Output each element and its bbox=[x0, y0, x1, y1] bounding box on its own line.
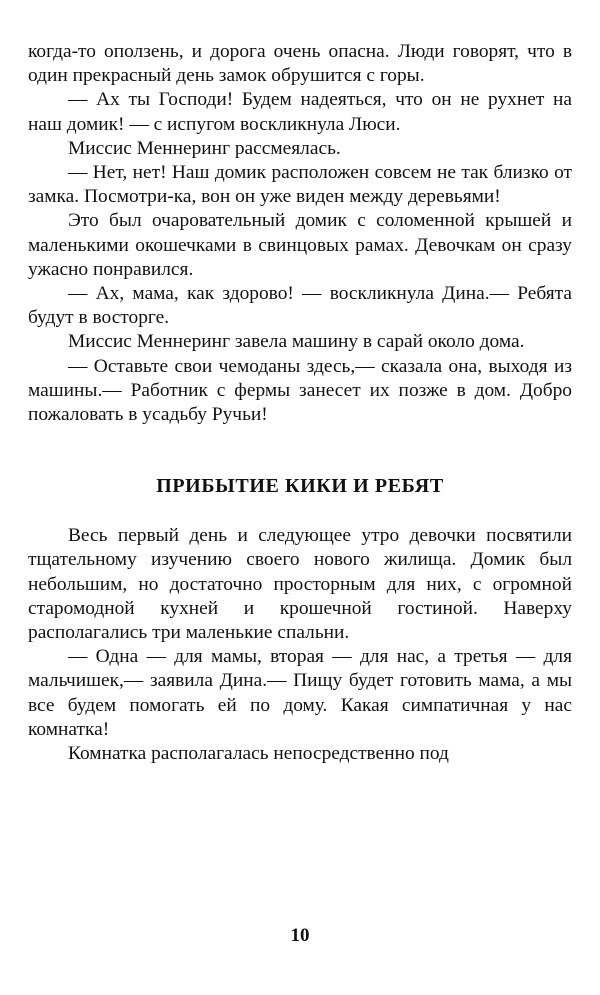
paragraph-10: — Одна — для мамы, вторая — для нас, а третья — для мальчишек,— заявила Дина.— Пищу будет готовить мама, а мы все будем помогать ей по дому. Какая симпатичная у нас комнатка! bbox=[28, 646, 572, 740]
paragraph-11: Комнатка располагалась непосредственно под bbox=[68, 743, 449, 765]
paragraph-3: Миссис Меннеринг рассмеялась. bbox=[68, 137, 341, 159]
paragraph-2: — Ах ты Господи! Будем надеяться, что он не рухнет на наш домик! — с испугом воскликнула Люси. bbox=[28, 89, 572, 135]
paragraph-4: — Нет, нет! Наш домик расположен совсем не так близко от замка. Посмотри-ка, вон он уже виден между деревьями! bbox=[28, 162, 572, 208]
paragraph-1: когда-то оползень, и дорога очень опасна. Люди говорят, что в один прекрасный день замок обрушится с горы. bbox=[28, 41, 572, 87]
paragraph-7: Миссис Меннеринг завела машину в сарай около дома. bbox=[68, 331, 525, 353]
paragraph-9: Весь первый день и следующее утро девочки посвятили тщательному изучению своего нового жилища. Домик был небольшим, но достаточно просторным для них, с огромной старомодной кухней и крошечной гостиной. Наверху располагались три маленькие спальни. bbox=[28, 525, 572, 644]
page-body bbox=[28, 40, 572, 766]
page-number: 10 bbox=[290, 925, 310, 946]
paragraph-8: — Оставьте свои чемоданы здесь,— сказала она, выходя из машины.— Работник с фермы занесет их позже в дом. Добро пожаловать в усадьбу Ручьи! bbox=[28, 355, 572, 426]
paragraph-5: Это был очаровательный домик с соломенной крышей и маленькими окошечками в свинцовых рамах. Девочкам он сразу ужасно понравился. bbox=[28, 210, 572, 280]
chapter-title: ПРИБЫТИЕ КИКИ И РЕБЯТ bbox=[156, 475, 444, 498]
paragraph-6: — Ах, мама, как здорово! — воскликнула Дина.— Ребята будут в восторге. bbox=[28, 283, 572, 329]
